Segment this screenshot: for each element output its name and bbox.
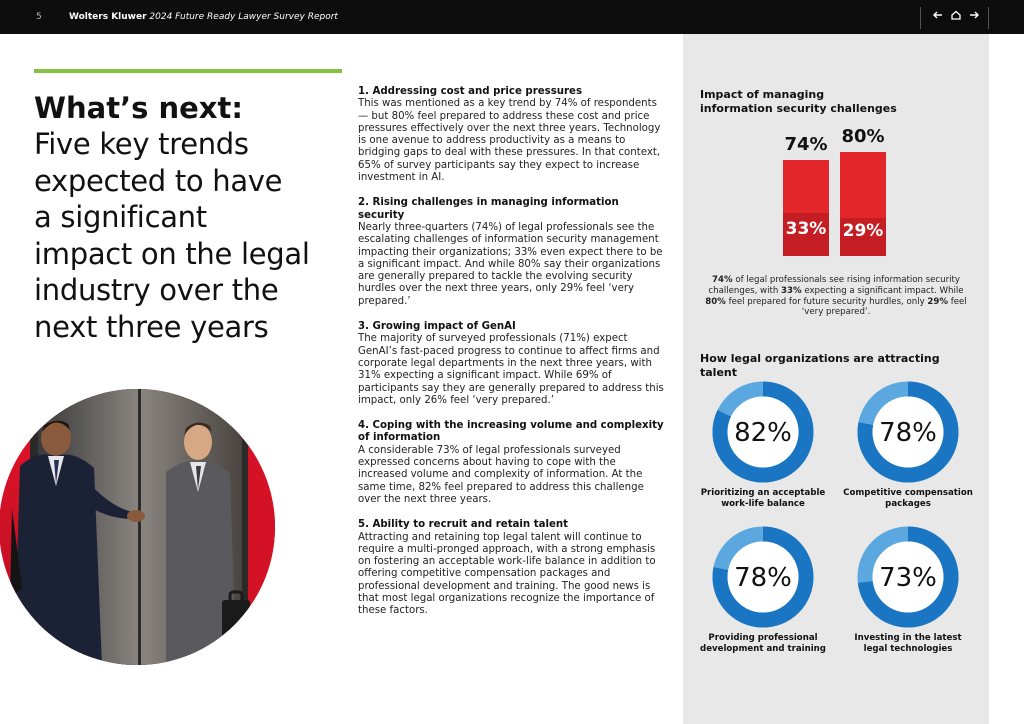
total-value-label: 80% [841, 126, 885, 147]
security-caption [700, 275, 972, 318]
headline-line: industry over the [34, 273, 279, 307]
report-header [69, 12, 338, 22]
talent-donut [698, 525, 828, 655]
talent-donut [843, 380, 973, 510]
trend-title: 1. Addressing cost and price pressures [358, 86, 583, 97]
trend-title: 5. Ability to recruit and retain talent [358, 519, 568, 531]
trend-title: 3. Growing impact of GenAI [358, 321, 516, 333]
security-bar [840, 152, 886, 256]
page-number: 5 [36, 12, 42, 22]
brand-name: Wolters Kluwer [69, 12, 147, 22]
arrow-left-icon [932, 9, 944, 21]
headline-line: next three years [34, 309, 269, 344]
caption-text: feel ‘very prepared’. [801, 296, 967, 318]
donut-label: Providing professional development and training [700, 633, 826, 654]
donut-chart [843, 525, 973, 629]
donut-chart [843, 380, 973, 484]
headline-line: Five key trends [34, 127, 249, 161]
caption-text: feel prepared for future security hurdles, only [725, 296, 928, 307]
headline-line: a significant [34, 200, 207, 234]
page-headline [34, 90, 339, 345]
trend-body: The majority of surveyed professionals (71%) expect GenAI’s fast-paced progress to continue to affect firms and corporate legal departments in the next three years, with 31% expecting a significant impact. While 69% of participants say they are generally prepared to address this impact, only 26% feel ‘very prepared.’ [358, 333, 664, 406]
donut-value-label: 73% [879, 563, 937, 593]
caption-text: expecting a significant impact. While [801, 285, 964, 296]
total-value-label: 74% [784, 133, 828, 155]
donut-value-label: 82% [734, 418, 792, 448]
donut-chart [698, 525, 828, 629]
donut-label: Competitive compensation packages [843, 488, 973, 509]
accent-rule [34, 69, 342, 73]
arrow-right-icon [968, 9, 980, 21]
top-bar [0, 0, 1024, 34]
trend-body: A considerable 73% of legal professionals surveyed expressed concerns about having to cope with the increased volume and complexity of information. At the same time, 82% feel prepared to address this challenge over the next three years. [358, 444, 644, 505]
caption-figure: 74% [712, 275, 733, 285]
donut-chart [698, 380, 828, 484]
caption-text: of legal professionals see rising information security challenges, with [708, 275, 960, 296]
inner-value-label: 33% [785, 219, 827, 240]
trend-body: Nearly three-quarters (74%) of legal professionals see the escalating challenges of information security management impacting their organizations; 33% even expect there to be a significant impact. And while 80% say their organizations are generally prepared to tackle the evolving security hurdles over the next three years, only 29% feel ‘very prepared.’ [358, 221, 663, 307]
talent-donut [698, 380, 828, 510]
headline-line: expected to have [34, 163, 283, 198]
trend-body: This was mentioned as a key trend by 74% of respondents — but 80% feel prepared to address these cost and price pressures effectively over the next three years. Technology is one avenue to address productivity as a means to bridging gaps to deal with these pressures. In that context, 65% of survey participants say they expect to increase investment in AI. [358, 98, 661, 184]
forward-button[interactable] [966, 9, 982, 25]
trend-body: Attracting and retaining top legal talent will continue to require a multi-pronged approach, with a strong emphasis on fostering an acceptable work-life balance in addition to offering competitive compensation packages and professional development and training. The good news is that most legal organizations recognize the importance of these factors. [358, 531, 656, 617]
security-bar-inner [840, 218, 886, 256]
trend-item [358, 321, 668, 407]
trends-list [358, 86, 668, 631]
caption-figure: 33% [781, 285, 802, 296]
trend-item [358, 519, 668, 617]
trend-title: 2. Rising challenges in managing information security [358, 197, 619, 221]
donut-value-label: 78% [734, 563, 792, 593]
report-title: 2024 Future Ready Lawyer Survey Report [149, 12, 338, 22]
security-bar [783, 160, 829, 256]
inner-value-label: 29% [842, 221, 884, 242]
trend-item [358, 420, 668, 506]
security-chart-title: Impact of managing information security challenges [700, 88, 897, 115]
home-button[interactable] [948, 9, 964, 25]
donut-label: Prioritizing an acceptable work-life balance [700, 488, 826, 509]
trend-title: 4. Coping with the increasing volume and complexity of information [358, 420, 664, 444]
headline-lead: What’s next: [34, 91, 243, 125]
trend-item [358, 197, 668, 308]
security-bar-inner [783, 213, 829, 256]
trend-item [358, 86, 668, 184]
donut-label: Investing in the latest legal technologies [854, 633, 962, 654]
headline-line: impact on the legal [34, 236, 310, 271]
home-icon [950, 9, 962, 21]
talent-chart-title: How legal organizations are attracting talent [700, 352, 940, 379]
caption-figure: 80% [705, 296, 726, 307]
nav-divider [988, 7, 989, 29]
business-meeting-photo [0, 388, 276, 666]
talent-donut [843, 525, 973, 655]
donut-value-label: 78% [879, 418, 937, 448]
nav-divider [920, 7, 921, 29]
back-button[interactable] [930, 9, 946, 25]
caption-figure: 29% [927, 296, 948, 307]
